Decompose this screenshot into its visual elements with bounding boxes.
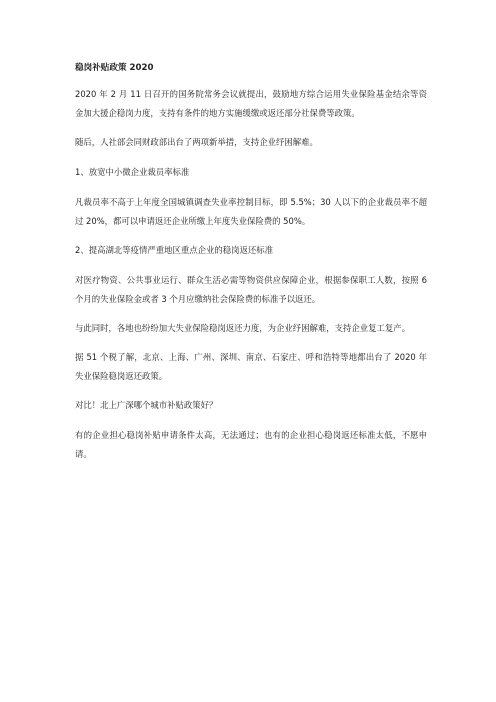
paragraph-meeting: 2020 年 2 月 11 日召开的国务院常务会议就提出，鼓励地方综合运用失业保险基金结余等资金加大援企稳岗力度，支持有条件的地方实施缓缴或返还部分社保费等政策。 bbox=[75, 89, 427, 118]
document-page bbox=[75, 62, 427, 474]
paragraph-layoff-rate: 凡裁员率不高于上年度全国城镇调查失业率控制目标，即 5.5%；30 人以下的企业裁员率不超过 20%，都可以申请返还企业所缴上年度失业保险费的 50%。 bbox=[75, 197, 427, 226]
paragraph-key-enterprises: 对医疗物资、公共事业运行、群众生活必需等物资供应保障企业，根据参保职工人数，按照 6 个月的失业保险金或者 3 个月应缴纳社会保险费的标准予以返还。 bbox=[75, 275, 427, 304]
paragraph-measures: 随后，人社部会同财政部出台了两项新举措，支持企业纾困解难。 bbox=[75, 137, 318, 147]
section-heading-1: 1、放宽中小微企业裁员率标准 bbox=[75, 167, 190, 177]
section-heading-2: 2、提高湖北等疫情严重地区重点企业的稳岗返还标准 bbox=[75, 245, 273, 255]
paragraph-comparison: 对比！北上广深哪个城市补贴政策好？ bbox=[75, 400, 218, 410]
paragraph-local-efforts: 与此同时，各地也纷纷加大失业保险稳岗返还力度，为企业纾困解难，支持企业复工复产。 bbox=[75, 323, 410, 333]
paragraph-cities: 据 51 个税了解，北京、上海、广州、深圳、南京、石家庄、呼和浩特等地都出台了 2020 年失业保险稳岗返还政策。 bbox=[75, 352, 427, 381]
document-title: 稳岗补贴政策 2020 bbox=[75, 63, 154, 73]
paragraph-concerns: 有的企业担心稳岗补贴申请条件太高，无法通过；也有的企业担心稳岗返还标准太低，不愿申请。 bbox=[75, 430, 427, 459]
